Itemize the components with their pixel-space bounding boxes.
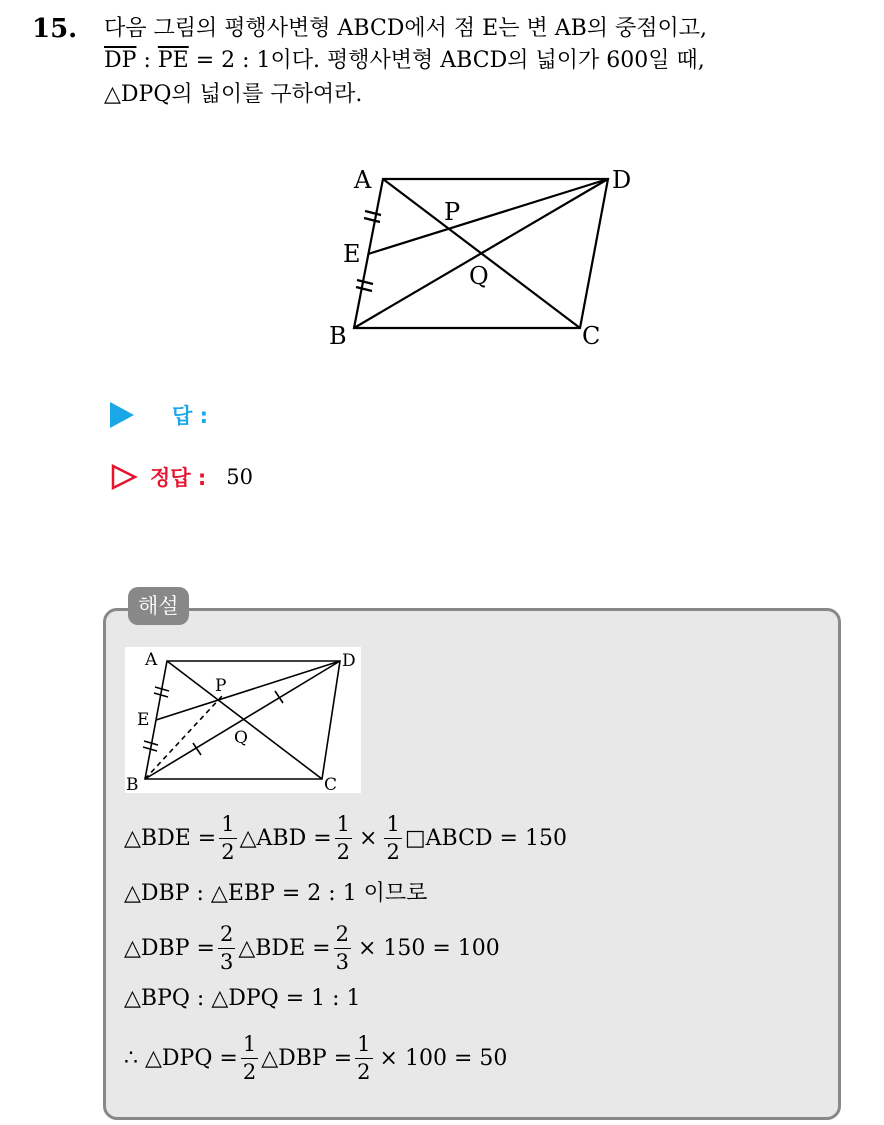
- diagonal-bd: [354, 179, 608, 328]
- label-p: P: [215, 676, 227, 696]
- label-p: P: [444, 198, 461, 226]
- tick-mark: [356, 287, 372, 291]
- label-q: Q: [234, 728, 248, 748]
- numerator: 1: [219, 814, 236, 839]
- segment-bp-dashed: [145, 695, 223, 779]
- numerator: 2: [334, 924, 351, 949]
- fraction: [355, 1034, 372, 1083]
- fraction: [218, 924, 235, 973]
- label-d: D: [342, 651, 356, 671]
- explanation-tag: 해설: [128, 587, 189, 625]
- eq5-text-a: ∴ △DPQ =: [124, 1046, 238, 1071]
- denominator: 2: [221, 840, 235, 864]
- correct-answer-value: 50: [226, 465, 254, 489]
- denominator: 2: [336, 840, 351, 864]
- eq1-text-d: □ABCD = 150: [404, 826, 567, 851]
- label-c: C: [582, 322, 601, 350]
- segment-ed: [156, 661, 340, 720]
- equation-3: [124, 924, 500, 973]
- denominator: 2: [357, 1060, 371, 1084]
- ratio-colon: :: [136, 48, 158, 73]
- eq3-text-c: × 150 = 100: [357, 936, 500, 961]
- correct-answer-label: 정답 :: [150, 466, 207, 490]
- eq3-text-b: △BDE =: [238, 936, 331, 961]
- tick-mark: [364, 218, 380, 222]
- label-c: C: [324, 775, 338, 793]
- label-a: A: [354, 166, 372, 194]
- parallelogram-figure: [326, 162, 646, 352]
- equation-1: [124, 814, 567, 863]
- play-triangle-icon: [110, 402, 134, 428]
- fraction: [219, 814, 236, 863]
- eq5-text-b: △DBP =: [261, 1046, 353, 1071]
- answer-row: [110, 400, 208, 430]
- answer-label: 답 :: [172, 404, 208, 428]
- label-a: A: [145, 650, 158, 670]
- diagonal-bd: [145, 661, 340, 779]
- denominator: 3: [335, 950, 349, 974]
- label-e: E: [137, 710, 150, 730]
- numerator: 1: [384, 814, 401, 839]
- question-line-2: [104, 46, 705, 76]
- diagonal-ac: [167, 661, 322, 779]
- equation-5: [124, 1034, 507, 1083]
- tick-mark: [357, 280, 373, 284]
- fraction: [241, 1034, 258, 1083]
- label-b: B: [126, 775, 139, 793]
- tick-mark: [365, 211, 381, 215]
- question-line-2-rest: = 2 : 1이다. 평행사변형 ABCD의 넓이가 600일 때,: [188, 48, 705, 73]
- eq1-text-a: △BDE =: [124, 826, 217, 851]
- eq1-text-b: △ABD =: [239, 826, 332, 851]
- denominator: 3: [219, 950, 234, 974]
- label-d: D: [612, 166, 632, 194]
- explanation-figure: [125, 647, 361, 793]
- segment-ed: [368, 179, 608, 254]
- question-number: 15.: [32, 14, 78, 44]
- eq5-text-c: × 100 = 50: [379, 1046, 508, 1071]
- numerator: 1: [241, 1034, 258, 1059]
- label-e: E: [343, 240, 361, 268]
- fraction: [334, 924, 351, 973]
- eq4-text: △BPQ : △DPQ = 1 : 1: [124, 986, 361, 1011]
- fraction: [335, 814, 352, 863]
- outline-triangle-icon: [110, 463, 138, 491]
- denominator: 2: [242, 1060, 257, 1084]
- label-q: Q: [469, 262, 489, 290]
- eq1-text-c: ×: [359, 826, 378, 851]
- eq2-text: △DBP : △EBP = 2 : 1 이므로: [124, 881, 428, 906]
- segment-dp: $\overline{DP}$: [104, 48, 137, 73]
- numerator: 1: [355, 1034, 372, 1059]
- label-b: B: [329, 322, 347, 350]
- question-line-1: 다음 그림의 평행사변형 ABCD에서 점 E는 변 AB의 중점이고,: [104, 16, 708, 41]
- segment-pe: $\overline{PE}$: [157, 48, 189, 73]
- equation-2: [124, 876, 427, 907]
- equation-4: [124, 986, 361, 1011]
- question-line-3: △DPQ의 넓이를 구하여라.: [104, 82, 363, 107]
- denominator: 2: [386, 840, 400, 864]
- numerator: 2: [218, 924, 235, 949]
- eq3-text-a: △DBP =: [124, 936, 215, 961]
- numerator: 1: [335, 814, 352, 839]
- correct-answer-row: [110, 462, 253, 492]
- fraction: [384, 814, 401, 863]
